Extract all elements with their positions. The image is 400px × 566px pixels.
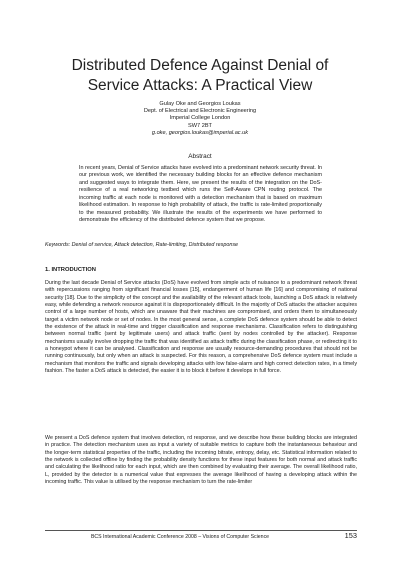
intro-paragraph-2-text: We present a DoS defence system that involves detection, rd response, and we describe how these building blocks are integrated in practice. The detection mechanism uses as input a variety of suitable metrics to capture both the instantaneous behaviour and the longer-term statistical properties of the traffic, including the incoming bitrate, entropy, delay, etc. Statistical information related to the network is collected offline by finding the probability density functions for these input features for both normal and attack traffic and calculating the likelihood ratio for each input, which are then combined by evaluating their average. The overall likelihood ratio, L, provided by the detector is a numerical value that expresses the average likelihood of having a developing attack within the incoming traffic. This value is utilised by the response mechanism to turn the rate-limiter bbox=[45, 435, 357, 486]
author-email: g.oke, georgios.loukas@imperial.ac.uk bbox=[151, 129, 249, 136]
intro-paragraph-2 bbox=[45, 435, 357, 486]
paper-title bbox=[40, 56, 360, 96]
title-line-2: Service Attacks: A Practical View bbox=[87, 77, 313, 94]
title-line-1: Distributed Defence Against Denial of bbox=[71, 57, 329, 74]
affiliation-institution: Imperial College London bbox=[169, 115, 231, 122]
footer-conference-text: BCS International Academic Conference 2008 – Visions of Computer Science bbox=[90, 534, 270, 540]
intro-paragraph-1-text: During the last decade Denial of Service attacks (DoS) have evolved from simple acts of nuisance to a predominant network threat with repercussions ranging from significant financial losses [15], endangerment of human life [16] and compromising of national security [18]. Due to the simplicity of the concept and the availability of the relevant attack tools, launching a DoS attack is relatively easy, while defending a network resource against it is disproportionately difficult. In the majority of DoS attacks the attacker acquires control of a large number of hosts, which are unaware that their machines are compromised, and orders them to simultaneously target a victim network node or set of nodes. In the most general sense, a complete DoS defence system should be able to detect the existence of the attack in real-time and trigger classification and response mechanisms. Classification refers to distinguishing between normal traffic (sent by legitimate users) and attack traffic (sent by nodes controlled by the attacker). Response mechanisms usually involve dropping the traffic that was identified as attack traffic during the classification phase, or redirecting it to a honeypot where it can be analysed. Classification and response are usually resource-demanding procedures that should not be running continuously, but only when an attack is suspected. For this reason, a comprehensive DoS defence system must include a mechanism that monitors the traffic and signals developing attacks with low false-alarm and high correct detection rates, in a timely fashion. The faster a DoS attack is detected, the easier it is to block it before it develops in full force. bbox=[45, 280, 357, 375]
affiliation-department: Dept. of Electrical and Electronic Engineering bbox=[143, 108, 257, 115]
author-block bbox=[60, 101, 340, 137]
page-number: 153 bbox=[344, 531, 357, 540]
keywords-line: Keywords: Denial of service, Attack detection, Rate-limiting, Distributed response bbox=[45, 242, 239, 248]
footer-divider bbox=[45, 530, 357, 531]
section-heading-introduction: 1. INTRODUCTION bbox=[45, 267, 96, 273]
abstract-heading: Abstract bbox=[188, 153, 212, 160]
affiliation-postcode: SW7 2BT bbox=[188, 122, 212, 129]
author-names: Gulay Oke and Georgios Loukas bbox=[159, 101, 241, 107]
intro-paragraph-1 bbox=[45, 280, 357, 375]
abstract-text: In recent years, Denial of Service attacks have evolved into a predominant network security threat. In our previous work, we identified the necessary building blocks for an effective defence mechanism and suggested ways to integrate them. Here, we present the results of the integration on the DoS-resilience of a real networking testbed which runs the Self-Aware CPN routing protocol. The incoming traffic at each node is monitored with a detection mechanism that is based on maximum likelihood estimation. In response to high probability of attack, the traffic is rate-limited proportionally to the measured probability. We illustrate the results of the experiments we have performed to demonstrate the efficiency of the distributed defence system that we propose. bbox=[79, 165, 322, 224]
